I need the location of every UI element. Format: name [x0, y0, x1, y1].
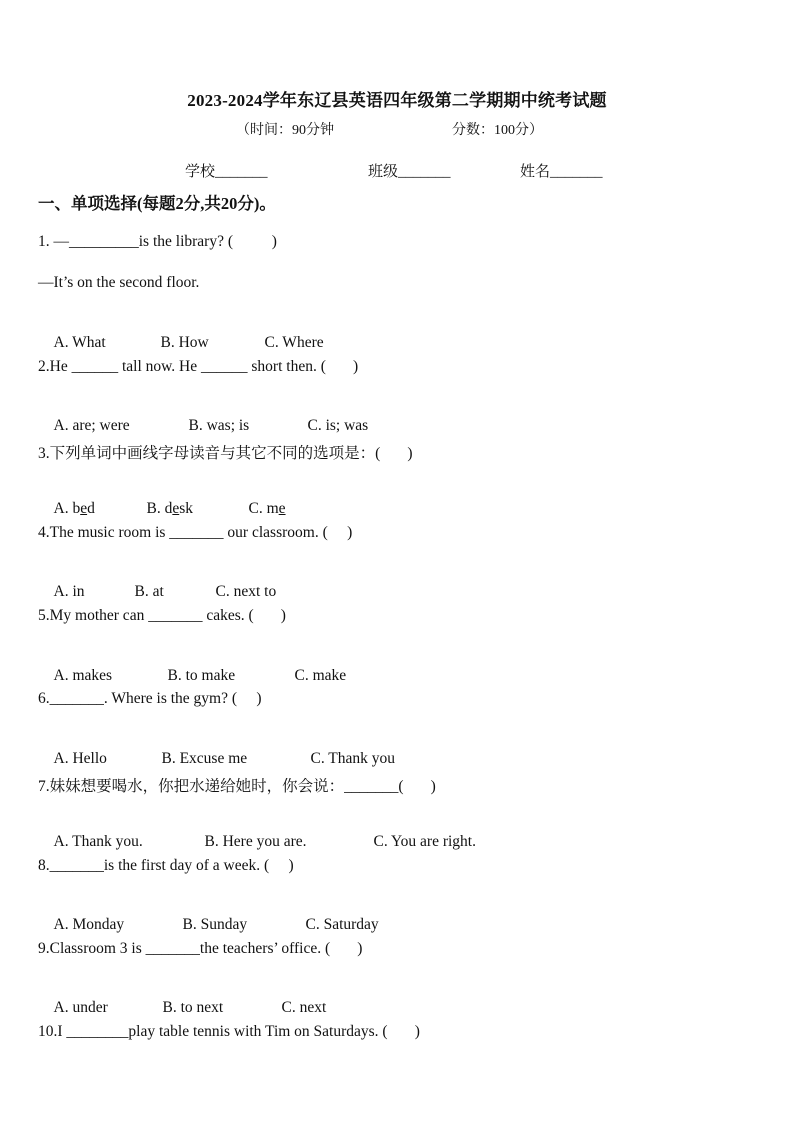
- school-field: [185, 160, 268, 181]
- option-a[interactable]: A. in: [53, 583, 85, 600]
- option-a[interactable]: A. under: [53, 999, 108, 1016]
- option-c[interactable]: C. is; was: [307, 417, 369, 434]
- question-6-stem: 6._______. Where is the gym? ( ): [38, 690, 262, 707]
- question-2-stem: 2.He ______ tall now. He ______ short then. ( ): [38, 358, 359, 375]
- option-b[interactable]: B. Here you are.: [204, 833, 307, 850]
- question-8-stem: 8._______is the first day of a week. ( ): [38, 857, 294, 874]
- option-c[interactable]: C. make: [294, 667, 347, 684]
- question-1-reply: —It’s on the second floor.: [38, 274, 200, 291]
- option-c[interactable]: C. You are right.: [373, 833, 476, 850]
- question-10-stem: 10.I ________play table tennis with Tim on Saturdays. ( ): [38, 1023, 420, 1040]
- question-3-stem: 3.下列单词中画线字母读音与其它不同的选项是：( ): [38, 445, 413, 462]
- name-label: 姓名: [520, 164, 551, 180]
- question-4-stem: 4.The music room is _______ our classroom. ( ): [38, 524, 353, 541]
- option-c-underlined-letter: e: [278, 500, 286, 517]
- class-field: [368, 160, 451, 181]
- option-a[interactable]: A. Thank you.: [53, 833, 143, 850]
- option-c[interactable]: C. Where: [264, 334, 324, 351]
- option-c[interactable]: C. Saturday: [305, 916, 379, 933]
- option-b[interactable]: B. How: [160, 334, 209, 351]
- option-b[interactable]: B. to make: [167, 667, 236, 684]
- option-b-suffix: sk: [179, 500, 194, 517]
- option-a[interactable]: A. makes: [53, 667, 113, 684]
- question-9-stem: 9.Classroom 3 is _______the teachers’ office. ( ): [38, 940, 363, 957]
- option-a[interactable]: A. Monday: [53, 916, 125, 933]
- option-b-prefix: B. d: [146, 500, 173, 517]
- option-b[interactable]: B. to next: [162, 999, 224, 1016]
- option-b[interactable]: B. Excuse me: [161, 750, 248, 767]
- option-b[interactable]: B. at: [134, 583, 164, 600]
- question-5-stem: 5.My mother can _______ cakes. ( ): [38, 607, 286, 624]
- option-a-suffix: d: [87, 500, 95, 517]
- question-7-stem: 7.妹妹想要喝水，你把水递给她时，你会说：_______( ): [38, 778, 436, 795]
- name-blank[interactable]: _______: [550, 164, 603, 180]
- option-b[interactable]: B. Sunday: [182, 916, 248, 933]
- option-a-underlined-letter: e: [80, 500, 88, 517]
- option-c-prefix: C. m: [248, 500, 279, 517]
- school-blank[interactable]: _______: [215, 164, 268, 180]
- exam-title: 2023-2024学年东辽县英语四年级第二学期期中统考试题: [187, 91, 607, 110]
- option-c[interactable]: C. next: [281, 999, 327, 1016]
- option-a-prefix: A. b: [53, 500, 81, 517]
- class-blank[interactable]: _______: [398, 164, 451, 180]
- option-b-underlined-letter: e: [172, 500, 180, 517]
- option-b[interactable]: B. was; is: [188, 417, 250, 434]
- question-1-stem: 1. —_________is the library? ( ): [38, 233, 277, 250]
- option-c[interactable]: [249, 500, 286, 518]
- option-c[interactable]: C. Thank you: [310, 750, 396, 767]
- class-label: 班级: [368, 164, 399, 180]
- option-a[interactable]: A. What: [53, 334, 106, 351]
- score-info: 分数：100分）: [452, 123, 543, 138]
- option-a[interactable]: A. Hello: [53, 750, 107, 767]
- name-field: [520, 160, 603, 181]
- option-a[interactable]: A. are; were: [53, 417, 130, 434]
- option-b[interactable]: [147, 500, 249, 518]
- option-c[interactable]: C. next to: [215, 583, 277, 600]
- section-title: 一、单项选择(每题2分,共20分)。: [38, 194, 276, 213]
- option-a[interactable]: [54, 500, 147, 518]
- school-label: 学校: [185, 164, 216, 180]
- time-info: （时间：90分钟: [236, 123, 334, 138]
